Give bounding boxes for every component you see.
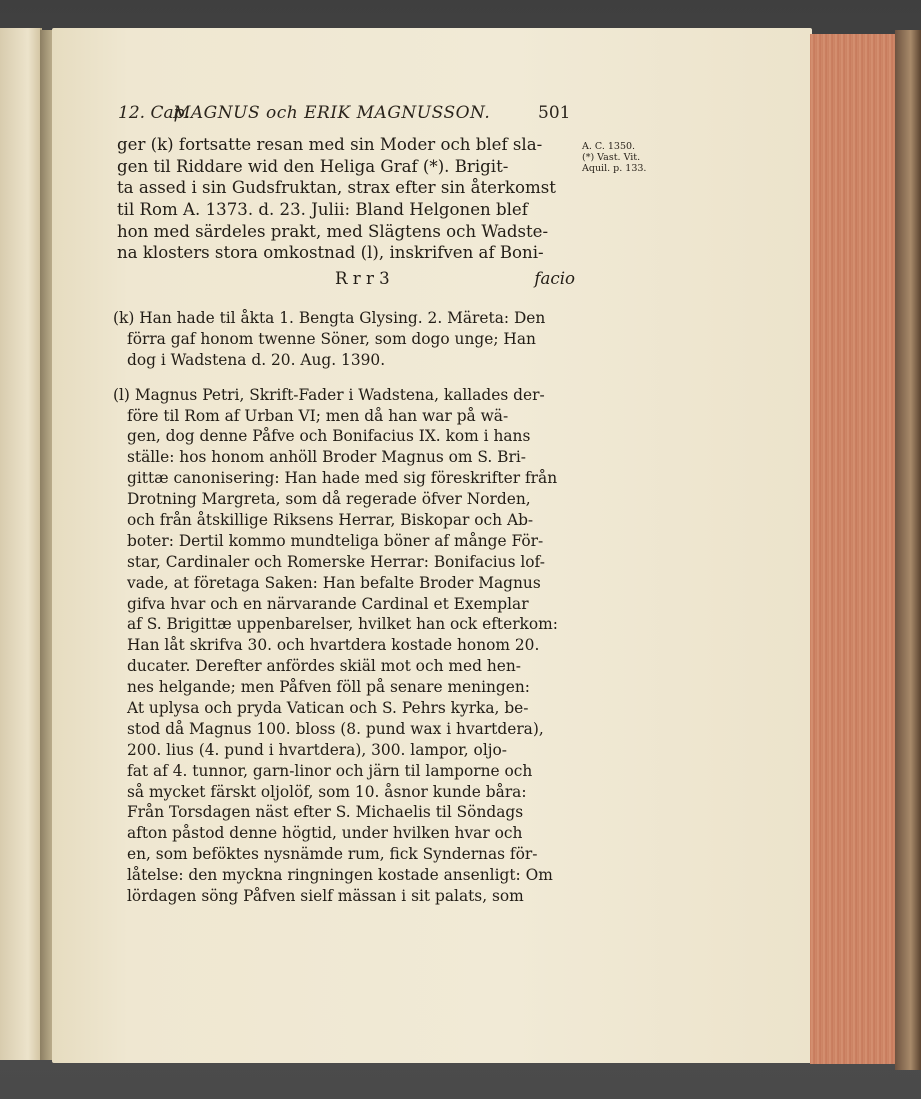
footnote-line: Från Torsdagen näst efter S. Michaelis til Söndags	[127, 803, 524, 822]
footnote-line: och från åtskillige Riksens Herrar, Biskopar och Ab-	[127, 511, 534, 530]
fore-edge	[810, 34, 908, 1064]
footnote-l	[113, 385, 583, 907]
book-cover-edge	[895, 30, 921, 1070]
facing-page-edge	[0, 28, 42, 1060]
signature-mark: R r r 3	[335, 269, 390, 288]
footnote-line: Han låt skrifva 30. och hvartdera kostade honom 20.	[127, 636, 540, 655]
footnote-line: stod då Magnus 100. bloss (8. pund wax i hvartdera),	[127, 719, 544, 738]
footnote-line: dog i Wadstena d. 20. Aug. 1390.	[127, 350, 386, 369]
main-text	[117, 134, 577, 264]
footnote-line: vade, at företaga Saken: Han befalte Broder Magnus	[127, 573, 541, 592]
footnote-line: gittæ canonisering: Han hade med sig föreskrifter från	[127, 469, 558, 488]
catchline	[117, 269, 577, 291]
text-line: gen til Riddare wid den Heliga Graf (*). Brigit-	[117, 156, 509, 176]
footnote-line: gifva hvar och en närvarande Cardinal et Exemplar	[127, 594, 529, 613]
chapter-label: 12. Cap.	[118, 103, 190, 123]
footnote-line: star, Cardinaler och Romerske Herrar: Bonifacius lof-	[127, 552, 545, 571]
footnote-line: Drotning Margreta, som då regerade öfver Norden,	[127, 490, 531, 509]
footnote-line: 200. lius (4. pund i hvartdera), 300. lampor, oljo-	[127, 740, 507, 759]
footnote-line: en, som beföktes nysnämde rum, fick Syndernas för-	[127, 845, 538, 864]
footnote-line: At uplysa och pryda Vatican och S. Pehrs kyrka, be-	[127, 699, 529, 718]
page-number: 501	[538, 103, 571, 123]
footnote-line: (k) Han hade til åkta 1. Bengta Glysing. 2. Märeta: Den	[113, 309, 546, 327]
text-line: hon med särdeles prakt, med Slägtens och Wadste-	[117, 221, 549, 241]
footnote-k	[113, 308, 583, 371]
footnote-line: gen, dog denne Påfve och Bonifacius IX. kom i hans	[127, 427, 531, 446]
footnote-line: boter: Dertil kommo mundteliga böner af månge För-	[127, 531, 544, 550]
footnote-line: så mycket färskt oljolöf, som 10. åsnor kunde båra:	[127, 782, 527, 801]
footnote-line: låtelse: den myckna ringningen kostade ansenligt: Om	[127, 866, 553, 885]
margin-note	[582, 141, 662, 174]
footnote-line: nes helgande; men Påfven föll på senare meningen:	[127, 678, 530, 697]
footnote-line: före til Rom af Urban VI; men då han war på wä-	[127, 406, 509, 425]
text-line: ger (k) fortsatte resan med sin Moder och blef sla-	[117, 135, 543, 154]
footnote-line: (l) Magnus Petri, Skrift-Fader i Wadstena, kallades der-	[113, 385, 545, 404]
margin-note-line: (*) Vast. Vit.	[582, 152, 641, 163]
footnote-line: förra gaf honom twenne Söner, som dogo unge; Han	[127, 329, 536, 348]
footnote-line: fat af 4. tunnor, garn-linor och järn til lamporne och	[127, 761, 533, 780]
margin-note-line: A. C. 1350.	[582, 141, 636, 152]
footnote-line: ducater. Derefter anfördes skiäl mot och med hen-	[127, 657, 521, 676]
catchword: facio	[534, 269, 575, 288]
footnote-line: af S. Brigittæ uppenbarelser, hvilket han ock efterkom:	[127, 615, 558, 634]
text-line: til Rom A. 1373. d. 23. Julii: Bland Helgonen blef	[117, 200, 528, 220]
footnote-line: afton påstod denne högtid, under hvilken hvar och	[127, 824, 523, 843]
running-title: MAGNUS och ERIK MAGNUSSON.	[173, 103, 491, 123]
margin-note-line: Aquil. p. 133.	[582, 163, 647, 174]
text-line: ta assed i sin Gudsfruktan, strax efter sin återkomst	[117, 178, 556, 198]
footnote-line: ställe: hos honom anhöll Broder Magnus om S. Bri-	[127, 448, 526, 467]
footnotes	[113, 308, 583, 907]
footnote-line: lördagen söng Påfven sielf mässan i sit palats, som	[127, 887, 524, 906]
text-line: na klosters stora omkostnad (l), inskrifven af Boni-	[117, 243, 544, 263]
